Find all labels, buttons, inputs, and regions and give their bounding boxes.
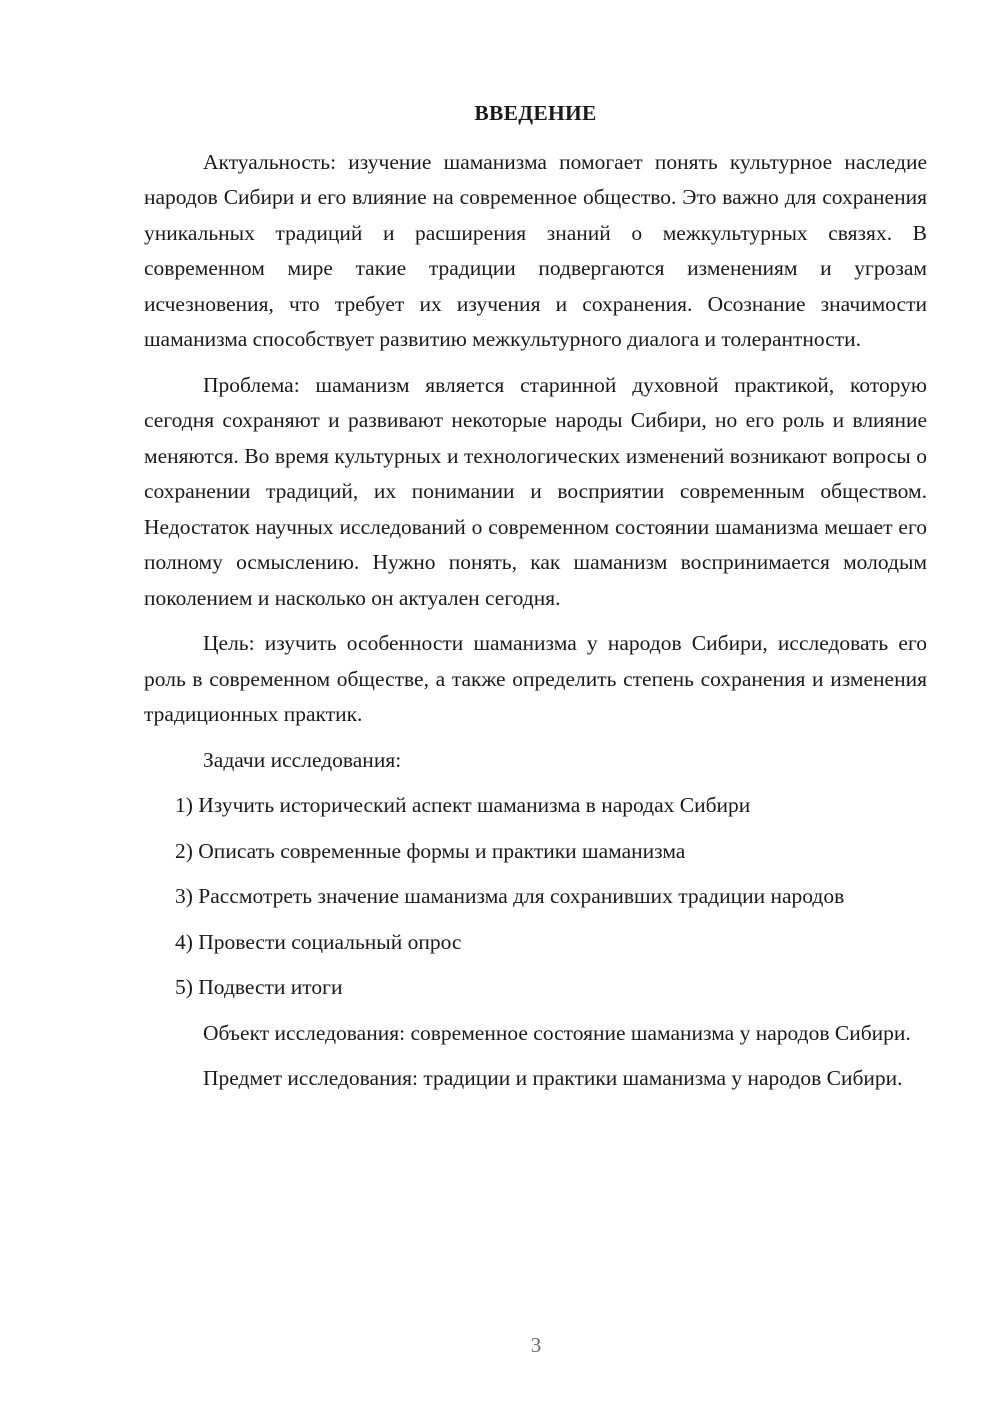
tasks-heading: Задачи исследования: xyxy=(203,747,402,772)
task-item: 4) Провести социальный опрос xyxy=(175,929,462,954)
subject-paragraph: Предмет исследования: традиции и практики шаманизма у народов Сибири. xyxy=(203,1066,903,1090)
object-paragraph: Объект исследования: современное состояние шаманизма у народов Сибири. xyxy=(203,1020,911,1045)
task-item: 1) Изучить исторический аспект шаманизма в народах Сибири xyxy=(175,793,751,817)
task-item: 5) Подвести итоги xyxy=(175,975,343,999)
goal-paragraph: Цель: изучить особенности шаманизма у народов Сибири, исследовать его роль в современном обществе, а также определить степень сохранения и изменения традиционных практик. xyxy=(144,631,927,726)
task-item: 2) Описать современные формы и практики шаманизма xyxy=(175,838,686,863)
section-title: ВВЕДЕНИЕ xyxy=(474,101,597,125)
tasks-list xyxy=(144,788,927,1006)
page-content xyxy=(144,96,927,1107)
problem-paragraph: Проблема: шаманизм является старинной духовной практикой, которую сегодня сохраняют и развивают некоторые народы Сибири, но его роль и влияние меняются. Во время культурных и технологических изменений возникают вопросы о сохранении традиций, их понимании и восприятии современным обществом. Недостаток научных исследований о современном состоянии шаманизма мешает его полному осмыслению. Нужно понять, как шаманизм воспринимается молодым поколением и насколько он актуален сегодня. xyxy=(144,372,927,610)
relevance-paragraph: Актуальность: изучение шаманизма помогает понять культурное наследие народов Сибири и его влияние на современное общество. Это важно для сохранения уникальных традиций и расширения знаний о межкультурных связях. В современном мире такие традиции подвергаются изменениям и угрозам исчезновения, что требует их изучения и сохранения. Осознание значимости шаманизма способствует развитию межкультурного диалога и толерантности. xyxy=(144,149,927,351)
task-item: 3) Рассмотреть значение шаманизма для сохранивших традиции народов xyxy=(175,884,845,908)
page-number: 3 xyxy=(530,1333,542,1357)
